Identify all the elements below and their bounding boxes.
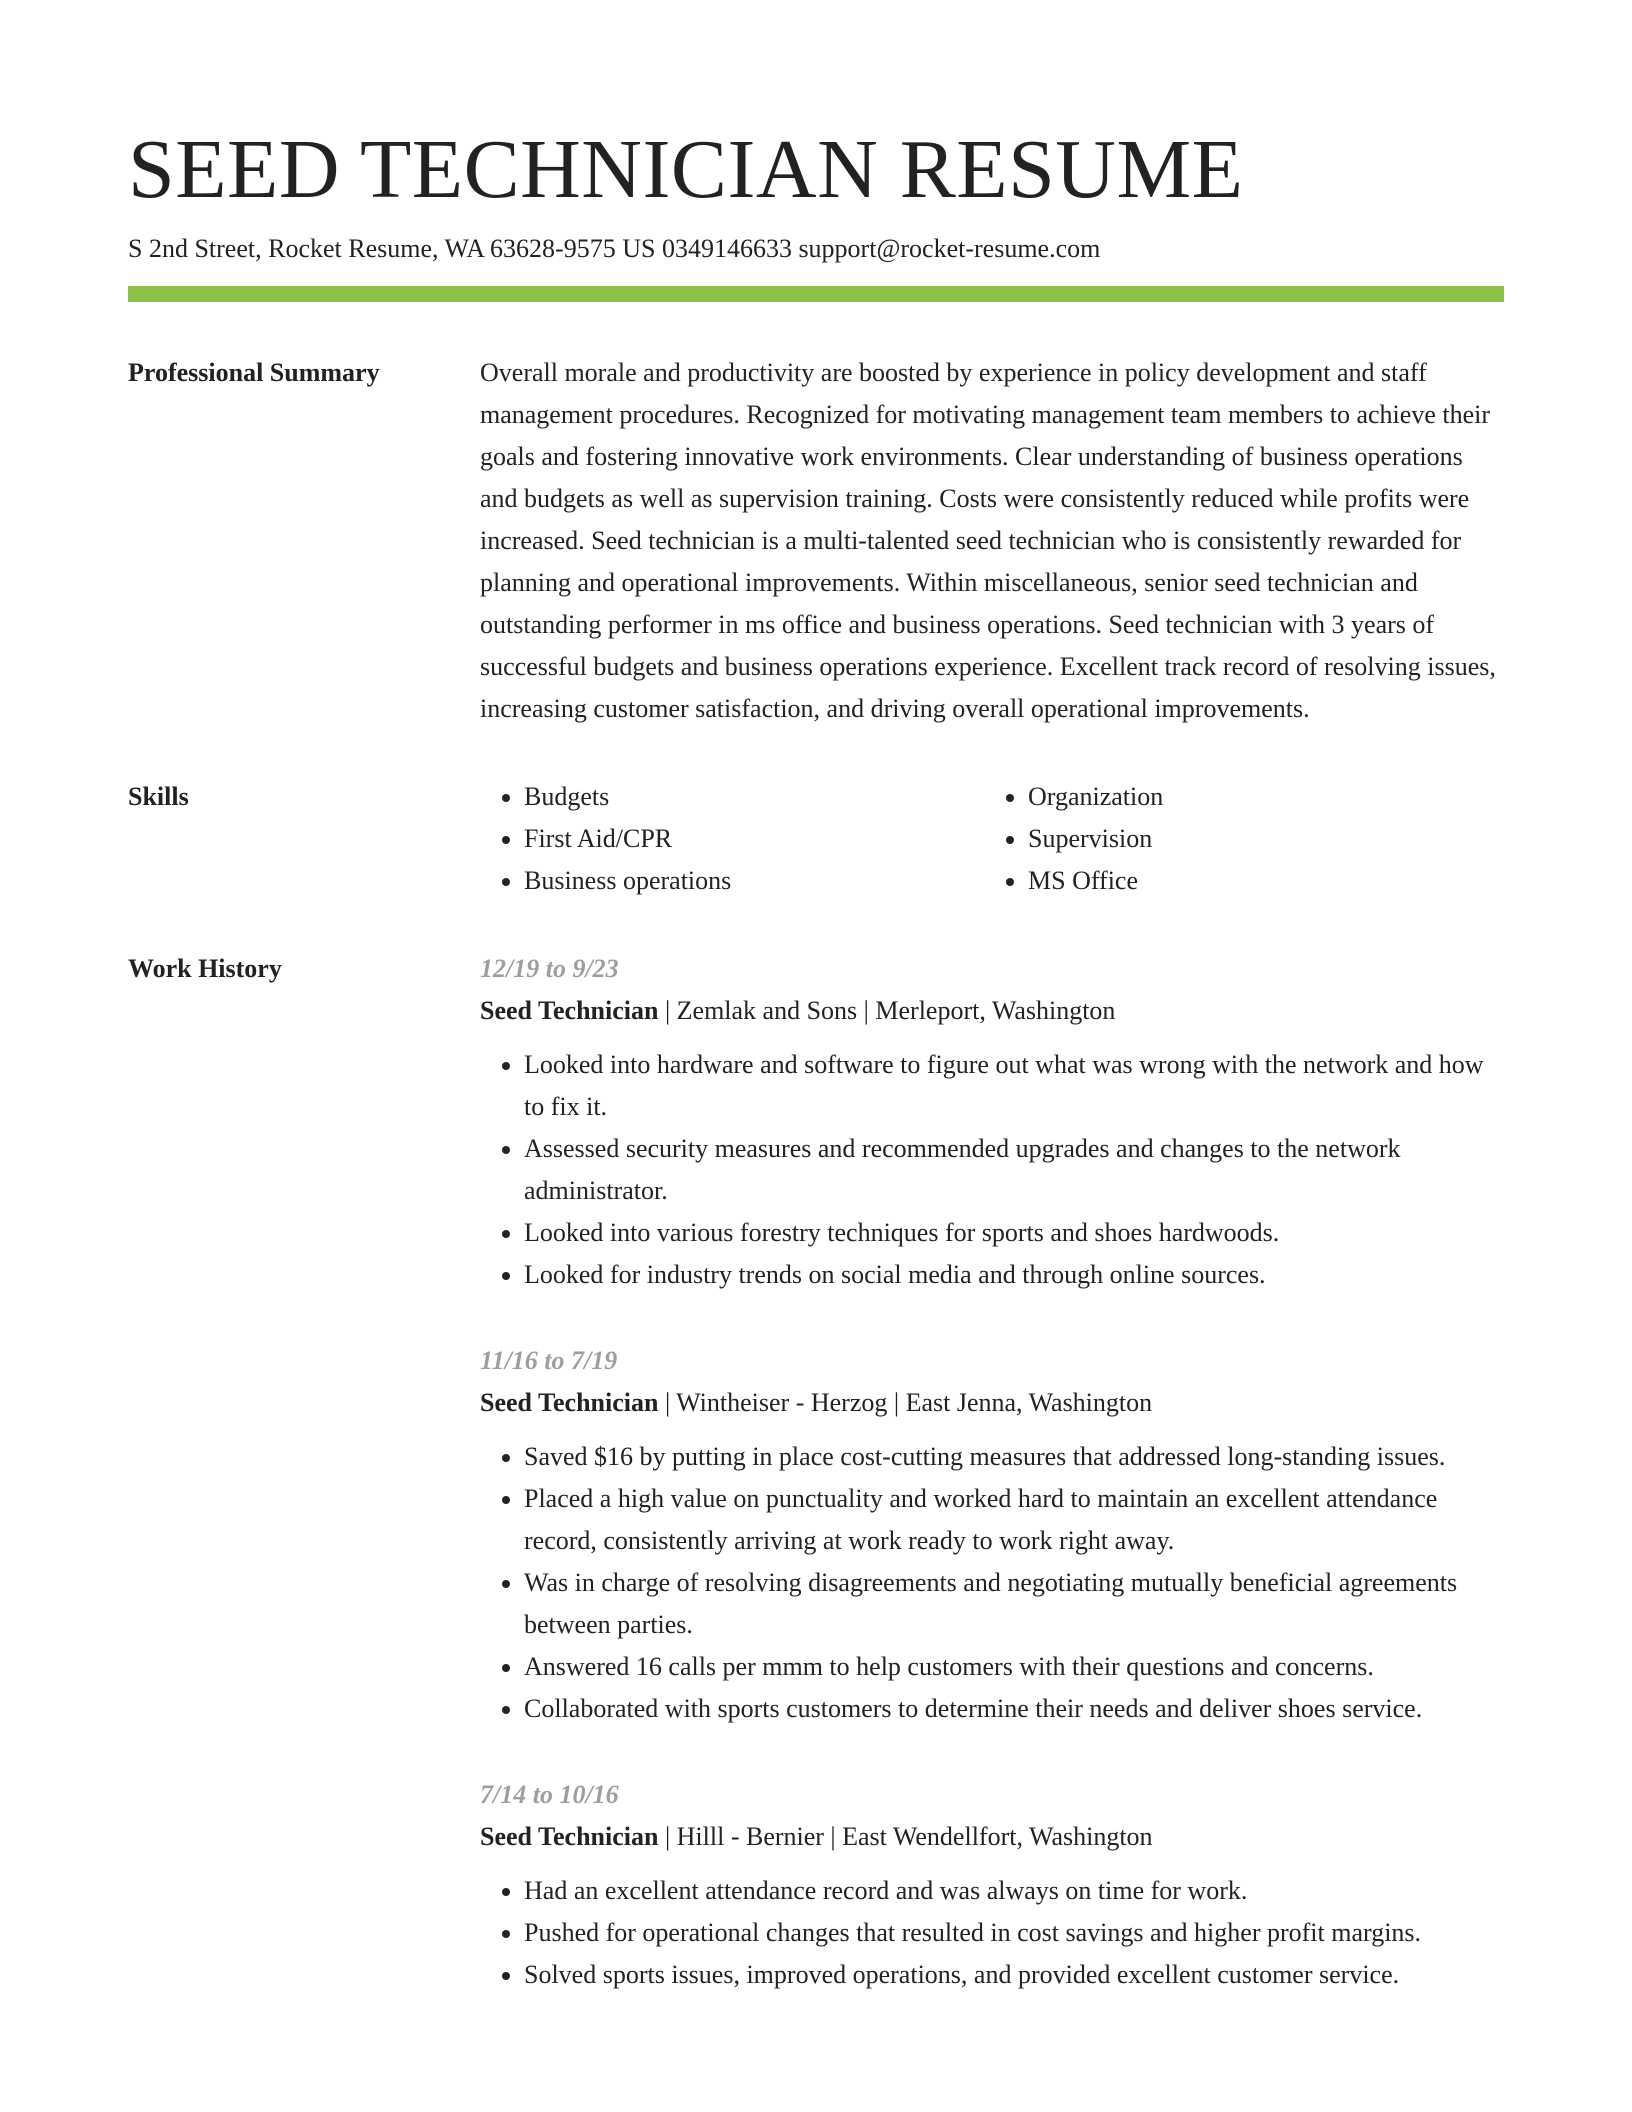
job-bullets: [480, 1044, 1504, 1296]
job-role-line: [480, 990, 1504, 1032]
skill-item: • First Aid/CPR: [524, 818, 984, 860]
job-bullet: • Looked into various forestry techniques for sports and shoes hardwoods.: [524, 1212, 1504, 1254]
job-title: Seed Technician: [480, 1822, 659, 1851]
job-entry: [480, 1340, 1504, 1730]
job-bullet: • Was in charge of resolving disagreements and negotiating mutually beneficial agreements between parties.: [524, 1562, 1504, 1646]
accent-divider: [128, 286, 1504, 302]
job-role-line: [480, 1816, 1504, 1858]
job-bullet: • Collaborated with sports customers to determine their needs and deliver shoes service.: [524, 1688, 1504, 1730]
job-title: Seed Technician: [480, 996, 659, 1025]
job-dates: 12/19 to 9/23: [480, 954, 619, 983]
job-bullet: • Assessed security measures and recommended upgrades and changes to the network administrator.: [524, 1128, 1504, 1212]
skills-column-2: [984, 776, 1488, 902]
job-bullet: • Saved $16 by putting in place cost-cutting measures that addressed long-standing issues.: [524, 1436, 1504, 1478]
skill-item: • Budgets: [524, 776, 984, 818]
work-history-section: [128, 948, 1504, 2040]
summary-section: [128, 352, 1504, 730]
job-bullet: • Had an excellent attendance record and was always on time for work.: [524, 1870, 1504, 1912]
job-bullets: [480, 1870, 1504, 1996]
job-bullet: • Looked into hardware and software to figure out what was wrong with the network and how to fix it.: [524, 1044, 1504, 1128]
job-bullet: • Placed a high value on punctuality and worked hard to maintain an excellent attendance record, consistently arriving at work ready to work right away.: [524, 1478, 1504, 1562]
job-details: | Zemlak and Sons | Merleport, Washington: [658, 996, 1116, 1025]
job-dates: 7/14 to 10/16: [480, 1780, 619, 1809]
job-details: | Hilll - Bernier | East Wendellfort, Washington: [658, 1822, 1153, 1851]
job-bullet: • Solved sports issues, improved operations, and provided excellent customer service.: [524, 1954, 1504, 1996]
resume-page: [128, 120, 1504, 2040]
job-details: | Wintheiser - Herzog | East Jenna, Washington: [658, 1388, 1153, 1417]
skill-item: • Organization: [1028, 776, 1488, 818]
skills-column-1: [480, 776, 984, 902]
page-title: SEED TECHNICIAN RESUME: [128, 123, 1244, 216]
job-bullets: [480, 1436, 1504, 1730]
summary-label: Professional Summary: [128, 358, 380, 387]
job-dates: 11/16 to 7/19: [480, 1346, 618, 1375]
job-bullet: • Pushed for operational changes that resulted in cost savings and higher profit margins.: [524, 1912, 1504, 1954]
contact-line: S 2nd Street, Rocket Resume, WA 63628-9575 US 0349146633 support@rocket-resume.com: [128, 234, 1101, 263]
work-history-label: Work History: [128, 954, 282, 983]
job-entry: [480, 1774, 1504, 1996]
job-bullet: • Looked for industry trends on social media and through online sources.: [524, 1254, 1504, 1296]
skill-item: • MS Office: [1028, 860, 1488, 902]
skill-item: • Business operations: [524, 860, 984, 902]
summary-text: Overall morale and productivity are boosted by experience in policy development and staff management procedures. Recognized for motivating management team members to achieve their goals and fostering innovative work environments. Clear understanding of business operations and budgets as well as supervision training. Costs were consistently reduced while profits were increased. Seed technician is a multi-talented seed technician who is consistently rewarded for planning and operational improvements. Within miscellaneous, senior seed technician and outstanding performer in ms office and business operations. Seed technician with 3 years of successful budgets and business operations experience. Excellent track record of resolving issues, increasing customer satisfaction, and driving overall operational improvements.: [480, 358, 1496, 723]
skills-section: [128, 776, 1504, 902]
job-entry: [480, 948, 1504, 1296]
skills-label: Skills: [128, 782, 189, 811]
job-bullet: • Answered 16 calls per mmm to help customers with their questions and concerns.: [524, 1646, 1504, 1688]
job-role-line: [480, 1382, 1504, 1424]
skill-item: • Supervision: [1028, 818, 1488, 860]
job-title: Seed Technician: [480, 1388, 659, 1417]
